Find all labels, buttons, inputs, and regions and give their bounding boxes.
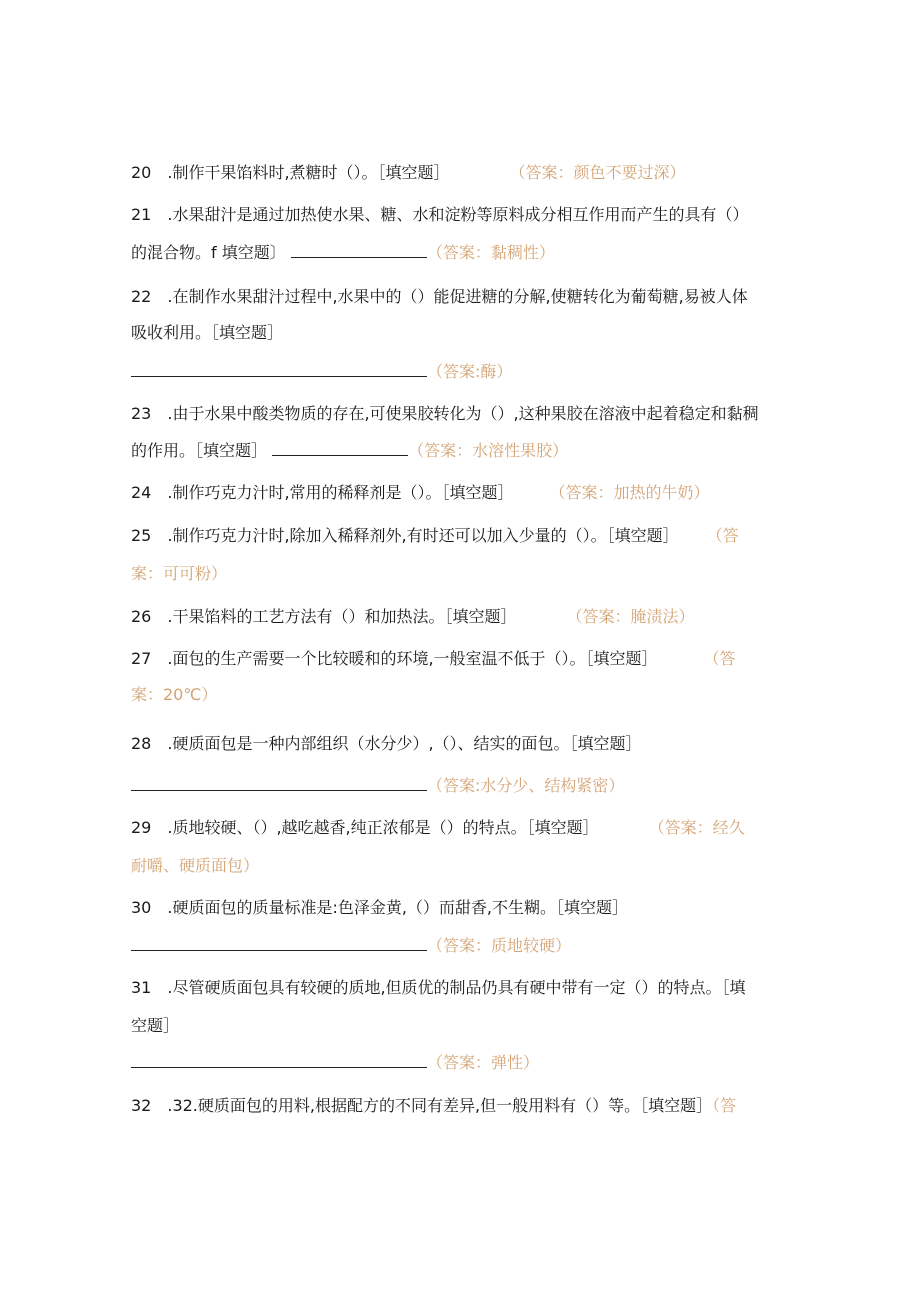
answer-text: （答案：颜色不要过深） — [509, 163, 686, 182]
question-28 — [131, 734, 642, 754]
question-32 — [131, 1096, 736, 1116]
answer-text: （答案：腌渍法） — [566, 607, 695, 626]
question-26 — [131, 607, 694, 627]
question-21-line1 — [131, 205, 748, 225]
question-27-line2 — [131, 685, 217, 705]
answer-blank — [131, 936, 427, 951]
question-30-answer — [131, 936, 571, 956]
answer-text: 案：可可粉） — [131, 564, 228, 583]
question-21-line2 — [131, 243, 555, 263]
question-25-line1 — [131, 526, 739, 546]
question-text: 27 .面包的生产需要一个比较暖和的环境,一般室温不低于（）。［填空题］ — [131, 649, 658, 668]
question-text: 的混合物。f 填空题〕 — [131, 243, 286, 262]
answer-text: （答 — [703, 649, 736, 668]
question-27-line1 — [131, 649, 736, 669]
answer-blank — [291, 243, 427, 258]
question-30 — [131, 898, 628, 918]
question-text: 29 .质地较硬、（）,越吃越香,纯正浓郁是（）的特点。［填空题］ — [131, 818, 599, 837]
question-text: 的作用。［填空题］ — [131, 441, 268, 460]
question-22-answer — [131, 362, 512, 382]
question-text: 30 .硬质面包的质量标准是:色泽金黄,（）而甜香,不生糊。［填空题］ — [131, 898, 629, 917]
answer-text: （答 — [706, 526, 739, 545]
question-29-line2 — [131, 856, 259, 876]
answer-text: （答案：加热的牛奶） — [549, 483, 710, 502]
answer-text: 耐嚼、硬质面包） — [131, 856, 260, 875]
question-20 — [131, 163, 686, 183]
question-23-line1 — [131, 404, 759, 424]
answer-text: （答案：质地较硬） — [427, 936, 572, 955]
question-text: 32 .32.硬质面包的用料,根据配方的不同有差异,但一般用料有（）等。［填空题］ — [131, 1096, 713, 1115]
question-text: 24 .制作巧克力汁时,常用的稀释剂是（）。［填空题］ — [131, 483, 514, 502]
question-text: 20 .制作干果馅料时,煮糖时（）。［填空题］ — [131, 163, 450, 182]
question-text: 26 .干果馅料的工艺方法有（）和加热法。［填空题］ — [131, 607, 517, 626]
answer-text: （答案:酶） — [427, 362, 513, 381]
question-24 — [131, 483, 710, 503]
answer-text: （答 — [712, 1096, 737, 1115]
answer-blank — [131, 776, 427, 791]
answer-text: （答案：经久 — [648, 818, 745, 837]
question-22-line1 — [131, 287, 748, 307]
question-text: 21 .水果甜汁是通过加热使水果、糖、水和淀粉等原料成分相互作用而产生的具有（） — [131, 205, 749, 224]
question-31-line2 — [131, 1016, 179, 1036]
question-text: 28 .硬质面包是一种内部组织（水分少）,（）、结实的面包。［填空题］ — [131, 734, 642, 753]
answer-text: 案：20℃） — [131, 685, 218, 704]
question-text: 22 .在制作水果甜汁过程中,水果中的（）能促进糖的分解,使糖转化为葡萄糖,易被人体 — [131, 287, 748, 306]
question-25-line2 — [131, 564, 227, 584]
question-text: 吸收利用。［填空题］ — [131, 323, 284, 342]
question-22-line2 — [131, 323, 283, 343]
answer-text: （答案：弹性） — [427, 1053, 540, 1072]
question-text: 25 .制作巧克力汁时,除加入稀释剂外,有时还可以加入少量的（）。［填空题］ — [131, 526, 679, 545]
question-31-line1 — [131, 978, 746, 998]
question-text: 31 .尽管硬质面包具有较硬的质地,但质优的制品仍具有硬中带有一定（）的特点。［填 — [131, 978, 746, 997]
question-29-line1 — [131, 818, 745, 838]
answer-text: （答案：黏稠性） — [426, 243, 555, 262]
answer-text: （答案:水分少、结构紧密） — [427, 776, 625, 795]
answer-blank — [272, 441, 408, 456]
answer-blank — [131, 1053, 427, 1068]
answer-text: （答案：水溶性果胶） — [408, 441, 569, 460]
question-28-answer — [131, 776, 624, 796]
question-23-line2 — [131, 441, 568, 461]
question-text: 空题］ — [131, 1016, 180, 1035]
answer-blank — [131, 362, 427, 377]
question-text: 23 .由于水果中酸类物质的存在,可使果胶转化为（）,这种果胶在溶液中起着稳定和黏稠 — [131, 404, 759, 423]
question-31-answer — [131, 1053, 539, 1073]
